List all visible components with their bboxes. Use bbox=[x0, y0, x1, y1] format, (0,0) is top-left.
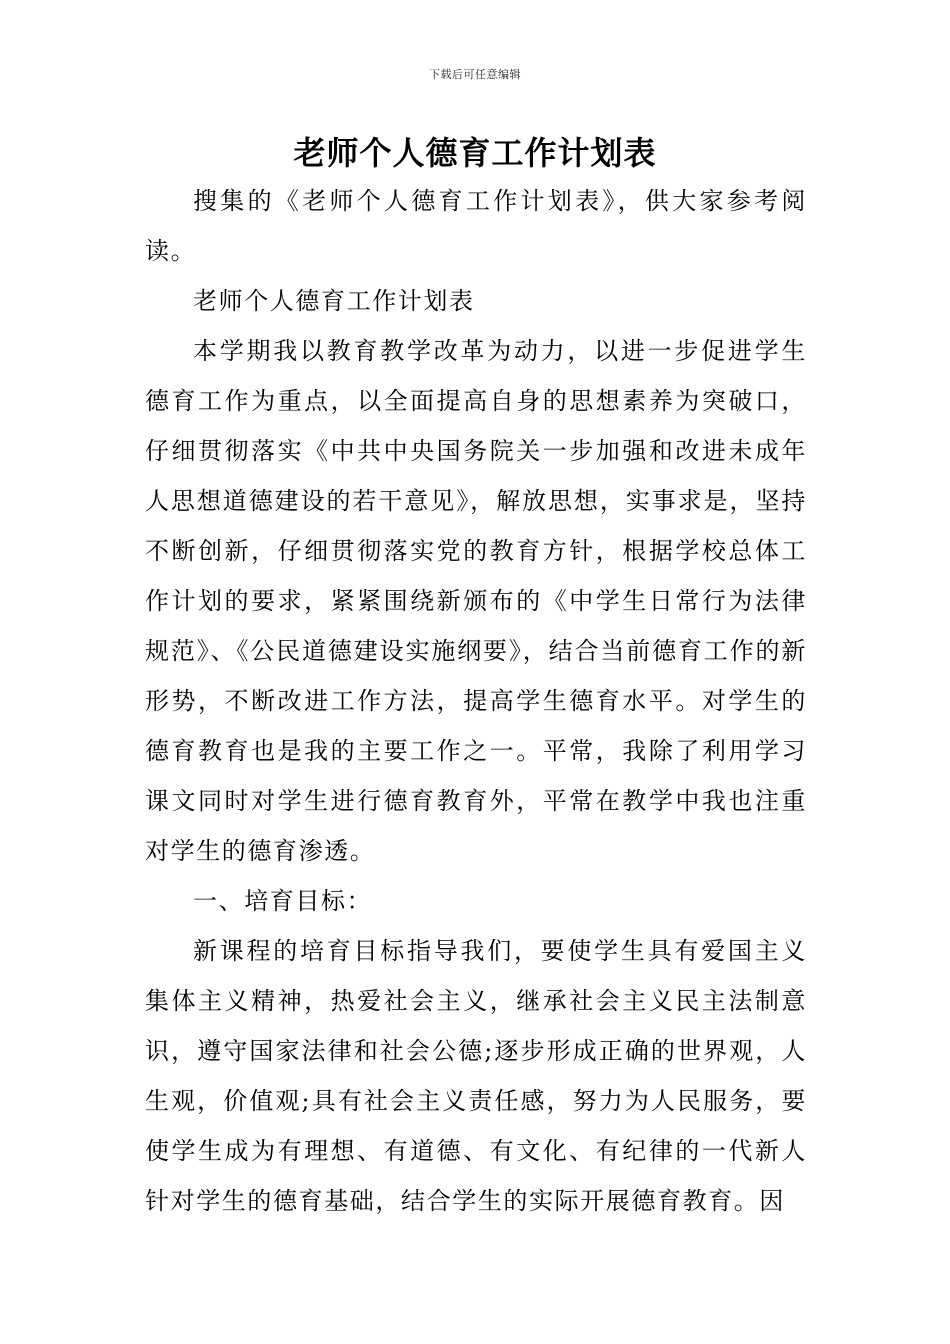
header-note: 下载后可任意编辑 bbox=[429, 68, 521, 81]
document-title: 老师个人德育工作计划表 bbox=[293, 134, 657, 172]
section-heading: 一、培育目标： bbox=[193, 887, 373, 915]
subtitle-paragraph: 老师个人德育工作计划表 bbox=[193, 287, 475, 315]
document-body bbox=[145, 176, 807, 1226]
intro-paragraph: 搜集的《老师个人德育工作计划表》，供大家参考阅读。 bbox=[145, 187, 807, 265]
body-paragraph: 新课程的培育目标指导我们，要使学生具有爱国主义集体主义精神，热爱社会主义，继承社会主义民主法制意识，遵守国家法律和社会公德;逐步形成正确的世界观，人生观，价值观;具有社会主义责任感，努力为人民服务，要使学生成为有理想、有道德、有文化、有纪律的一代新人针对学生的德育基础，结合学生的实际开展德育教育。因 bbox=[145, 937, 807, 1215]
body-paragraph: 本学期我以教育教学改革为动力，以进一步促进学生德育工作为重点，以全面提高自身的思想素养为突破口，仔细贯彻落实《中共中央国务院关一步加强和改进未成年人思想道德建设的若干意见》，解放思想，实事求是，坚持不断创新，仔细贯彻落实党的教育方针，根据学校总体工作计划的要求，紧紧围绕新颁布的《中学生日常行为法律规范》、《公民道德建设实施纲要》，结合当前德育工作的新形势，不断改进工作方法，提高学生德育水平。对学生的德育教育也是我的主要工作之一。平常，我除了利用学习课文同时对学生进行德育教育外，平常在教学中我也注重对学生的德育渗透。 bbox=[145, 337, 807, 865]
